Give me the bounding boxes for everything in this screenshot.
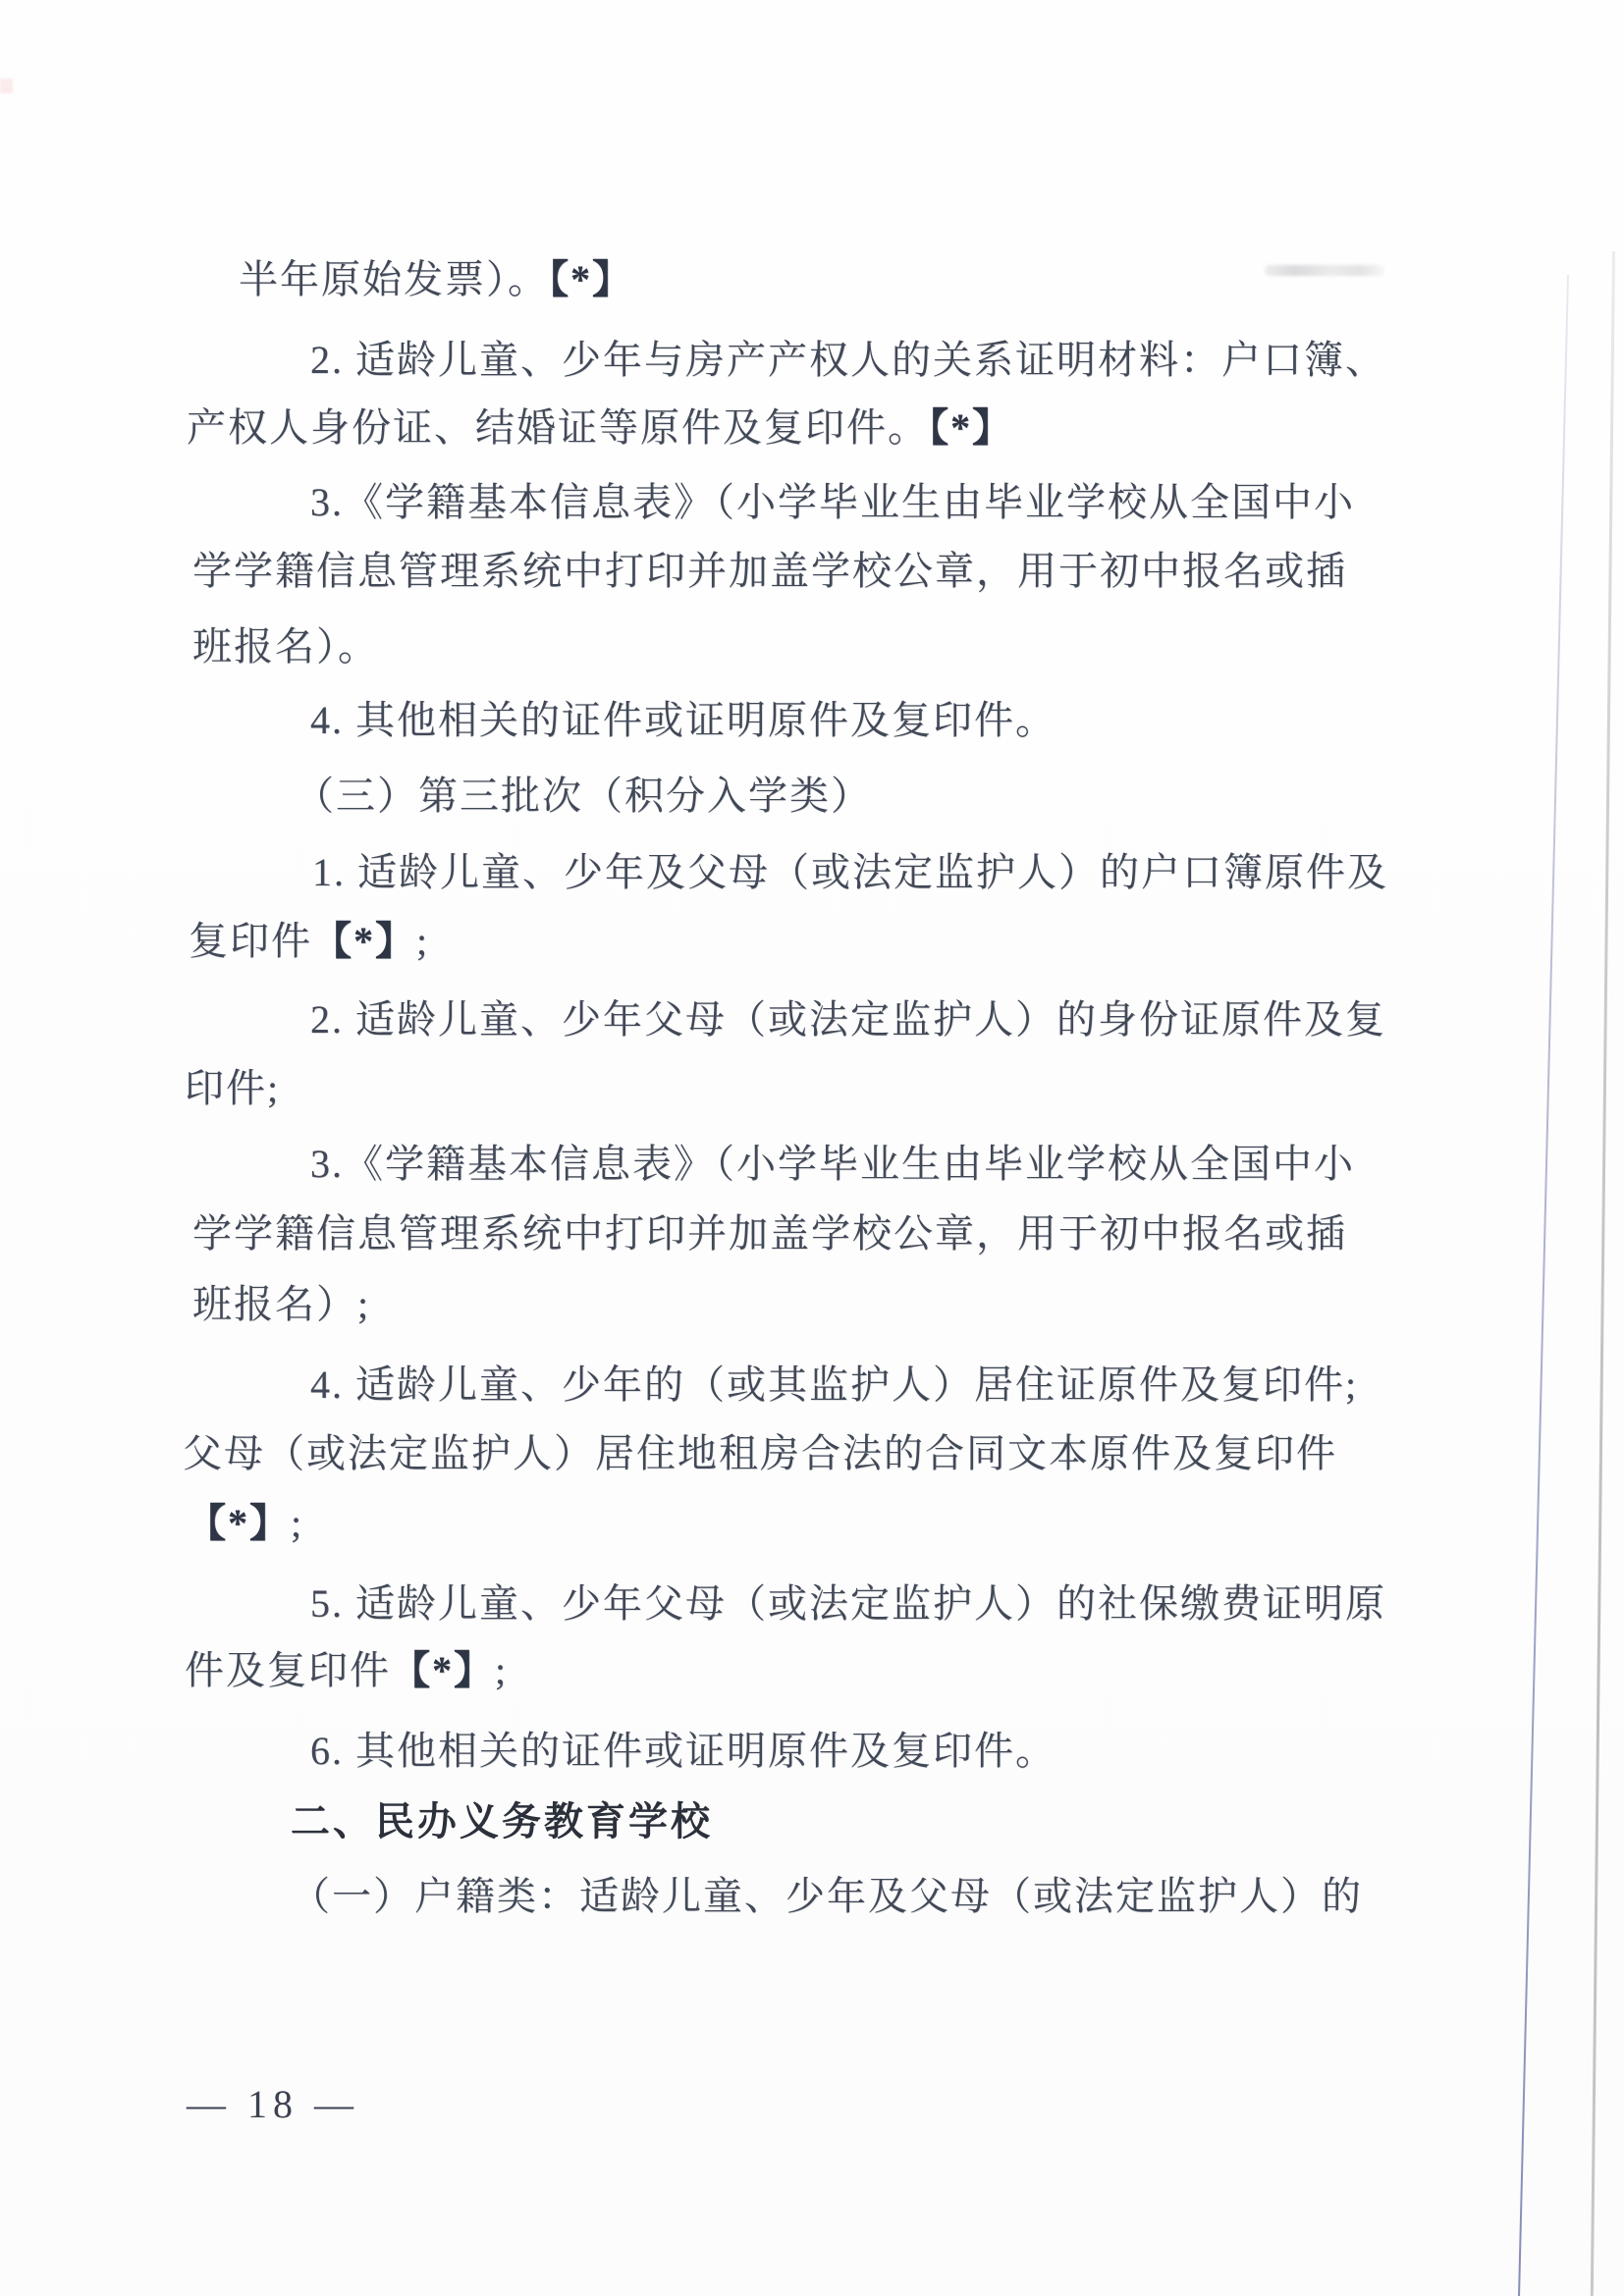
text-segment: 二、民办义务教育学校 [291, 1800, 713, 1843]
text-segment: 4. 其他相关的证件或证明原件及复印件。 [310, 698, 1056, 742]
text-line-16 [310, 1362, 1358, 1408]
text-segment: （三）第三批次（积分入学类） [295, 774, 872, 818]
text-line-2 [310, 338, 1386, 383]
text-line-11 [310, 997, 1386, 1042]
text-line-15 [192, 1282, 370, 1327]
text-segment: ; [495, 1648, 509, 1692]
text-segment: 5. 适龄儿童、少年父母（或法定监护人）的社保缴费证明原 [310, 1581, 1386, 1626]
text-segment: 学学籍信息管理系统中打印并加盖学校公章，用于初中报名或插 [192, 549, 1347, 593]
text-line-17 [183, 1431, 1337, 1476]
text-segment: 产权人身份证、结婚证等原件及复印件。 [187, 405, 929, 450]
text-segment: （一）户籍类：适龄儿童、少年及父母（或法定监护人）的 [291, 1874, 1363, 1918]
text-segment: 半年原始发票）。 [239, 257, 549, 301]
text-line-7 [310, 698, 1056, 743]
scan-pink-fleck [0, 79, 13, 93]
star-marker: 【*】 [391, 1648, 495, 1692]
text-segment: 1. 适龄儿童、少年及父母（或法定监护人）的户口簿原件及 [312, 850, 1388, 894]
text-line-3 [187, 405, 1013, 451]
text-line-18 [187, 1501, 303, 1546]
text-line-9 [312, 850, 1388, 895]
text-segment: 2. 适龄儿童、少年父母（或法定监护人）的身份证原件及复 [310, 997, 1386, 1041]
text-line-20 [185, 1648, 508, 1693]
scan-vertical-line-blue [1518, 275, 1569, 2296]
text-segment: ; [416, 919, 430, 963]
text-segment: 2. 适龄儿童、少年与房产产权人的关系证明材料：户口簿、 [310, 338, 1386, 382]
text-segment: 学学籍信息管理系统中打印并加盖学校公章，用于初中报名或插 [192, 1211, 1347, 1255]
text-line-10 [189, 919, 429, 964]
text-segment: 父母（或法定监护人）居住地租房合法的合同文本原件及复印件 [183, 1431, 1337, 1475]
text-line-13 [310, 1142, 1355, 1187]
text-segment: 3.《学籍基本信息表》（小学毕业生由毕业学校从全国中小 [310, 1142, 1355, 1186]
text-line-4 [310, 480, 1355, 525]
page-number: — 18 — [187, 2082, 359, 2126]
text-segment: 班报名）; [192, 1282, 371, 1326]
text-line-6 [192, 624, 379, 669]
scan-smudge-artifact [1265, 265, 1384, 276]
scan-vertical-line-gray [1591, 251, 1615, 2296]
text-segment: 复印件 [189, 919, 312, 963]
text-line-5 [192, 549, 1347, 594]
star-marker: 【*】 [549, 257, 633, 301]
text-line-21 [310, 1729, 1056, 1774]
star-marker: 【*】 [187, 1501, 291, 1545]
text-line-19 [310, 1581, 1386, 1627]
text-line-23 [291, 1874, 1363, 1919]
text-segment: 件及复印件 [185, 1648, 391, 1692]
text-line-12 [185, 1066, 280, 1111]
text-segment: 6. 其他相关的证件或证明原件及复印件。 [310, 1729, 1056, 1773]
text-segment: 4. 适龄儿童、少年的（或其监护人）居住证原件及复印件; [310, 1362, 1359, 1407]
text-segment: 班报名）。 [192, 624, 379, 668]
star-marker: 【*】 [312, 919, 416, 963]
text-segment: 印件; [185, 1066, 281, 1110]
section-heading-private-schools [291, 1799, 713, 1844]
text-segment: 3.《学籍基本信息表》（小学毕业生由毕业学校从全国中小 [310, 480, 1355, 524]
star-marker: 【*】 [929, 405, 1013, 450]
text-line-14 [192, 1211, 1347, 1256]
text-line-8 [295, 774, 872, 819]
text-segment: ; [291, 1501, 304, 1545]
text-line-1 [239, 257, 633, 302]
